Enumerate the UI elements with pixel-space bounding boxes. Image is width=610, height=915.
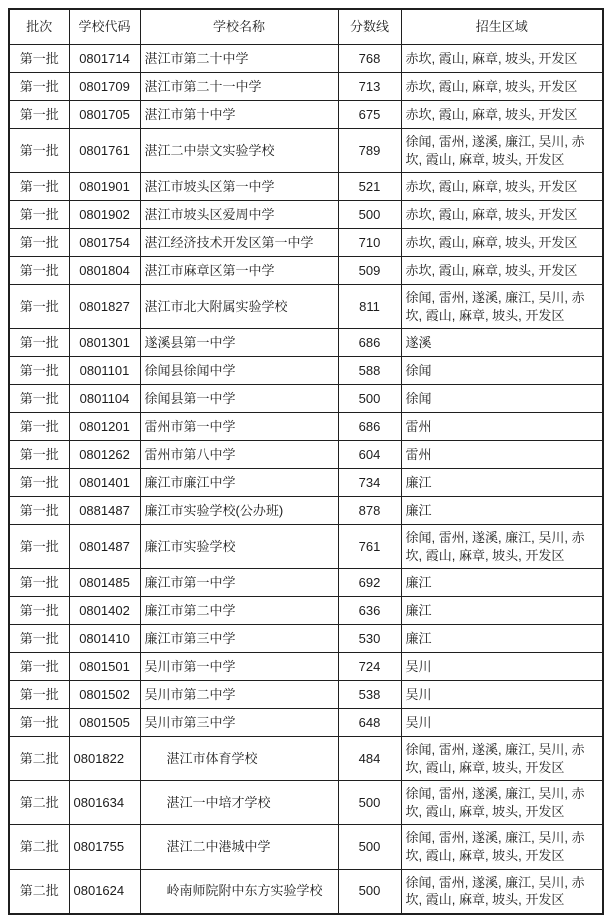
score-line-cell: 686 — [338, 413, 401, 441]
enroll-region-cell: 遂溪 — [401, 329, 603, 357]
score-line-cell: 713 — [338, 73, 401, 101]
school-code-cell: 0801101 — [69, 357, 140, 385]
enroll-region-cell: 徐闻, 雷州, 遂溪, 廉江, 吴川, 赤坎, 霞山, 麻章, 坡头, 开发区 — [401, 825, 603, 869]
school-code-cell: 0801262 — [69, 441, 140, 469]
score-line-cell: 500 — [338, 201, 401, 229]
school-code-cell: 0801505 — [69, 709, 140, 737]
score-line-cell: 761 — [338, 525, 401, 569]
school-name-cell: 廉江市第一中学 — [140, 569, 338, 597]
table-row — [9, 73, 603, 101]
school-code-cell: 0801901 — [69, 173, 140, 201]
enroll-region-cell: 赤坎, 霞山, 麻章, 坡头, 开发区 — [401, 229, 603, 257]
school-name-cell: 雷州市第八中学 — [140, 441, 338, 469]
batch-cell: 第一批 — [9, 101, 69, 129]
header-school-code: 学校代码 — [69, 9, 140, 45]
enroll-region-cell: 廉江 — [401, 497, 603, 525]
table-row — [9, 625, 603, 653]
school-code-cell: 0801709 — [69, 73, 140, 101]
score-line-cell: 710 — [338, 229, 401, 257]
school-code-cell: 0801501 — [69, 653, 140, 681]
enroll-region-cell: 徐闻, 雷州, 遂溪, 廉江, 吴川, 赤坎, 霞山, 麻章, 坡头, 开发区 — [401, 781, 603, 825]
school-code-cell: 0801827 — [69, 285, 140, 329]
school-name-cell: 湛江市第二十中学 — [140, 45, 338, 73]
score-line-cell: 538 — [338, 681, 401, 709]
batch-cell: 第二批 — [9, 869, 69, 914]
school-code-cell: 0801301 — [69, 329, 140, 357]
table-row — [9, 825, 603, 869]
score-line-table — [8, 8, 604, 915]
school-code-cell: 0801902 — [69, 201, 140, 229]
school-name-cell: 吴川市第二中学 — [140, 681, 338, 709]
score-line-cell: 811 — [338, 285, 401, 329]
batch-cell: 第一批 — [9, 441, 69, 469]
table-row — [9, 709, 603, 737]
score-line-cell: 500 — [338, 869, 401, 914]
table-row — [9, 329, 603, 357]
school-code-cell: 0881487 — [69, 497, 140, 525]
batch-cell: 第一批 — [9, 257, 69, 285]
school-name-cell: 廉江市第三中学 — [140, 625, 338, 653]
enroll-region-cell: 徐闻, 雷州, 遂溪, 廉江, 吴川, 赤坎, 霞山, 麻章, 坡头, 开发区 — [401, 869, 603, 914]
school-code-cell: 0801822 — [69, 737, 140, 781]
table-row — [9, 45, 603, 73]
school-code-cell: 0801410 — [69, 625, 140, 653]
table-row — [9, 413, 603, 441]
school-code-cell: 0801705 — [69, 101, 140, 129]
school-name-cell: 廉江市廉江中学 — [140, 469, 338, 497]
batch-cell: 第一批 — [9, 569, 69, 597]
school-code-cell: 0801402 — [69, 597, 140, 625]
table-row — [9, 129, 603, 173]
table-row — [9, 653, 603, 681]
batch-cell: 第一批 — [9, 709, 69, 737]
score-line-cell: 734 — [338, 469, 401, 497]
school-name-cell: 湛江市坡头区爱周中学 — [140, 201, 338, 229]
batch-cell: 第一批 — [9, 73, 69, 101]
enroll-region-cell: 徐闻 — [401, 385, 603, 413]
table-row — [9, 257, 603, 285]
table-body — [9, 45, 603, 914]
batch-cell: 第一批 — [9, 525, 69, 569]
enroll-region-cell: 吴川 — [401, 681, 603, 709]
header-score-line: 分数线 — [338, 9, 401, 45]
table-row — [9, 357, 603, 385]
score-line-cell: 686 — [338, 329, 401, 357]
school-code-cell: 0801714 — [69, 45, 140, 73]
score-line-cell: 636 — [338, 597, 401, 625]
school-name-cell: 湛江市麻章区第一中学 — [140, 257, 338, 285]
table-row — [9, 285, 603, 329]
batch-cell: 第一批 — [9, 413, 69, 441]
score-line-cell: 692 — [338, 569, 401, 597]
enroll-region-cell: 赤坎, 霞山, 麻章, 坡头, 开发区 — [401, 257, 603, 285]
score-line-cell: 588 — [338, 357, 401, 385]
enroll-region-cell: 徐闻, 雷州, 遂溪, 廉江, 吴川, 赤坎, 霞山, 麻章, 坡头, 开发区 — [401, 737, 603, 781]
school-code-cell: 0801804 — [69, 257, 140, 285]
batch-cell: 第一批 — [9, 597, 69, 625]
table-row — [9, 469, 603, 497]
school-name-cell: 吴川市第三中学 — [140, 709, 338, 737]
school-name-cell: 湛江二中崇文实验学校 — [140, 129, 338, 173]
header-row — [9, 9, 603, 45]
table-row — [9, 441, 603, 469]
enroll-region-cell: 赤坎, 霞山, 麻章, 坡头, 开发区 — [401, 173, 603, 201]
table-row — [9, 569, 603, 597]
enroll-region-cell: 赤坎, 霞山, 麻章, 坡头, 开发区 — [401, 73, 603, 101]
enroll-region-cell: 徐闻, 雷州, 遂溪, 廉江, 吴川, 赤坎, 霞山, 麻章, 坡头, 开发区 — [401, 129, 603, 173]
batch-cell: 第一批 — [9, 129, 69, 173]
school-name-cell: 湛江市坡头区第一中学 — [140, 173, 338, 201]
batch-cell: 第一批 — [9, 285, 69, 329]
school-name-cell: 廉江市实验学校(公办班) — [140, 497, 338, 525]
score-line-cell: 509 — [338, 257, 401, 285]
school-name-cell: 岭南师院附中东方实验学校 — [140, 869, 338, 914]
batch-cell: 第二批 — [9, 825, 69, 869]
school-name-cell: 湛江二中港城中学 — [140, 825, 338, 869]
school-name-cell: 湛江市北大附属实验学校 — [140, 285, 338, 329]
score-line-cell: 484 — [338, 737, 401, 781]
batch-cell: 第一批 — [9, 681, 69, 709]
table-row — [9, 525, 603, 569]
enroll-region-cell: 雷州 — [401, 413, 603, 441]
batch-cell: 第一批 — [9, 653, 69, 681]
school-code-cell: 0801201 — [69, 413, 140, 441]
school-name-cell: 廉江市实验学校 — [140, 525, 338, 569]
enroll-region-cell: 赤坎, 霞山, 麻章, 坡头, 开发区 — [401, 45, 603, 73]
enroll-region-cell: 廉江 — [401, 625, 603, 653]
enroll-region-cell: 廉江 — [401, 469, 603, 497]
score-line-cell: 604 — [338, 441, 401, 469]
school-name-cell: 湛江市体育学校 — [140, 737, 338, 781]
enroll-region-cell: 赤坎, 霞山, 麻章, 坡头, 开发区 — [401, 201, 603, 229]
batch-cell: 第一批 — [9, 201, 69, 229]
enroll-region-cell: 廉江 — [401, 597, 603, 625]
school-code-cell: 0801487 — [69, 525, 140, 569]
enroll-region-cell: 吴川 — [401, 653, 603, 681]
header-batch: 批次 — [9, 9, 69, 45]
header-school-name: 学校名称 — [140, 9, 338, 45]
batch-cell: 第一批 — [9, 173, 69, 201]
table-row — [9, 737, 603, 781]
table-row — [9, 173, 603, 201]
enroll-region-cell: 徐闻, 雷州, 遂溪, 廉江, 吴川, 赤坎, 霞山, 麻章, 坡头, 开发区 — [401, 285, 603, 329]
batch-cell: 第一批 — [9, 229, 69, 257]
school-name-cell: 遂溪县第一中学 — [140, 329, 338, 357]
school-code-cell: 0801754 — [69, 229, 140, 257]
score-line-cell: 768 — [338, 45, 401, 73]
school-name-cell: 雷州市第一中学 — [140, 413, 338, 441]
table-row — [9, 681, 603, 709]
school-code-cell: 0801761 — [69, 129, 140, 173]
school-name-cell: 湛江市第十中学 — [140, 101, 338, 129]
enroll-region-cell: 雷州 — [401, 441, 603, 469]
score-line-cell: 521 — [338, 173, 401, 201]
enroll-region-cell: 廉江 — [401, 569, 603, 597]
score-line-cell: 878 — [338, 497, 401, 525]
table-row — [9, 781, 603, 825]
enroll-region-cell: 徐闻, 雷州, 遂溪, 廉江, 吴川, 赤坎, 霞山, 麻章, 坡头, 开发区 — [401, 525, 603, 569]
score-line-cell: 500 — [338, 781, 401, 825]
score-line-cell: 500 — [338, 385, 401, 413]
score-line-cell: 648 — [338, 709, 401, 737]
batch-cell: 第二批 — [9, 737, 69, 781]
batch-cell: 第一批 — [9, 469, 69, 497]
batch-cell: 第一批 — [9, 329, 69, 357]
table-row — [9, 385, 603, 413]
table-row — [9, 597, 603, 625]
batch-cell: 第一批 — [9, 497, 69, 525]
batch-cell: 第二批 — [9, 781, 69, 825]
score-line-cell: 500 — [338, 825, 401, 869]
school-name-cell: 吴川市第一中学 — [140, 653, 338, 681]
school-code-cell: 0801104 — [69, 385, 140, 413]
school-name-cell: 廉江市第二中学 — [140, 597, 338, 625]
score-line-cell: 789 — [338, 129, 401, 173]
school-name-cell: 徐闻县第一中学 — [140, 385, 338, 413]
enroll-region-cell: 徐闻 — [401, 357, 603, 385]
table-row — [9, 201, 603, 229]
score-line-cell: 530 — [338, 625, 401, 653]
school-code-cell: 0801634 — [69, 781, 140, 825]
batch-cell: 第一批 — [9, 357, 69, 385]
table-row — [9, 229, 603, 257]
school-code-cell: 0801624 — [69, 869, 140, 914]
enroll-region-cell: 赤坎, 霞山, 麻章, 坡头, 开发区 — [401, 101, 603, 129]
school-code-cell: 0801502 — [69, 681, 140, 709]
table-row — [9, 869, 603, 914]
school-name-cell: 湛江经济技术开发区第一中学 — [140, 229, 338, 257]
table-row — [9, 101, 603, 129]
enroll-region-cell: 吴川 — [401, 709, 603, 737]
score-line-cell: 675 — [338, 101, 401, 129]
batch-cell: 第一批 — [9, 385, 69, 413]
score-line-cell: 724 — [338, 653, 401, 681]
batch-cell: 第一批 — [9, 45, 69, 73]
school-code-cell: 0801755 — [69, 825, 140, 869]
header-enroll-region: 招生区域 — [401, 9, 603, 45]
school-code-cell: 0801401 — [69, 469, 140, 497]
batch-cell: 第一批 — [9, 625, 69, 653]
school-name-cell: 徐闻县徐闻中学 — [140, 357, 338, 385]
school-name-cell: 湛江市第二十一中学 — [140, 73, 338, 101]
school-code-cell: 0801485 — [69, 569, 140, 597]
table-row — [9, 497, 603, 525]
school-name-cell: 湛江一中培才学校 — [140, 781, 338, 825]
